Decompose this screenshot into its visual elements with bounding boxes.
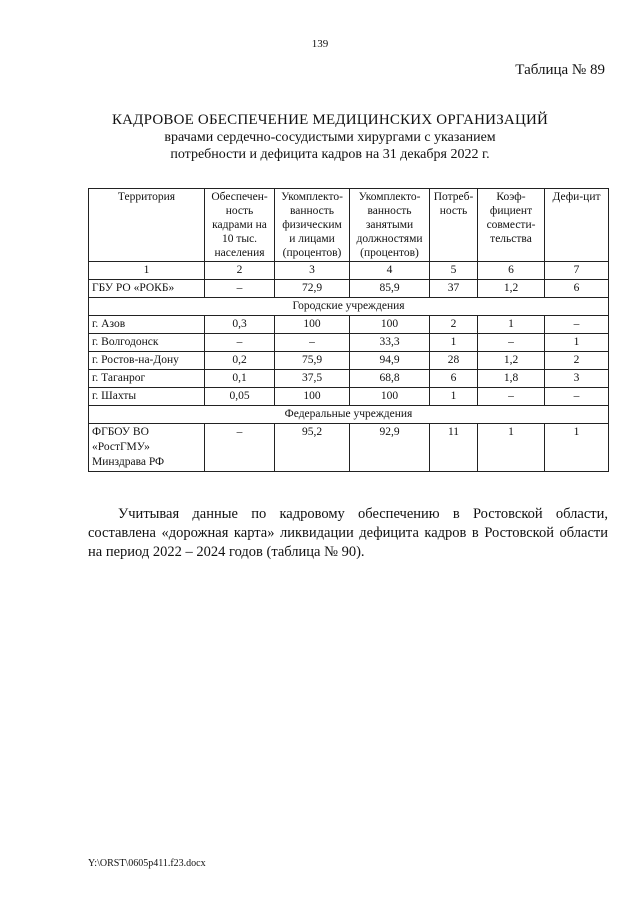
table-cell: 1,2	[478, 352, 545, 370]
table-cell: –	[205, 334, 275, 352]
table-cell: –	[275, 334, 350, 352]
table-cell: 1	[478, 316, 545, 334]
table-header-row	[89, 189, 609, 262]
table-cell: –	[478, 388, 545, 406]
column-number: 1	[89, 262, 205, 280]
table-label: Таблица № 89	[515, 62, 605, 78]
page-number: 139	[311, 38, 329, 50]
header-cell: Укомплекто-ванность занятыми должностями (процентов)	[350, 189, 430, 262]
column-number: 4	[350, 262, 430, 280]
table-cell: 68,8	[350, 370, 430, 388]
table-cell: –	[545, 316, 609, 334]
column-number: 5	[430, 262, 478, 280]
table-cell: –	[478, 334, 545, 352]
table-cell: 11	[430, 424, 478, 472]
table-cell: 28	[430, 352, 478, 370]
header-cell: Потреб-ность	[430, 189, 478, 262]
table-cell: 2	[430, 316, 478, 334]
table-cell: 85,9	[350, 280, 430, 298]
table-cell: 0,2	[205, 352, 275, 370]
table-cell: 0,05	[205, 388, 275, 406]
table-cell: 0,1	[205, 370, 275, 388]
table-cell: –	[545, 388, 609, 406]
heading-line-1: КАДРОВОЕ ОБЕСПЕЧЕНИЕ МЕДИЦИНСКИХ ОРГАНИЗАЦИЙ	[111, 112, 549, 128]
table-cell: 37	[430, 280, 478, 298]
table-row	[89, 352, 609, 370]
column-number: 3	[275, 262, 350, 280]
table-cell: –	[205, 424, 275, 472]
header-cell: Обеспечен-ность кадрами на 10 тыс. населения	[205, 189, 275, 262]
table-row	[89, 280, 609, 298]
header-cell: Укомплекто-ванность физическим и лицами (процентов)	[275, 189, 350, 262]
section-row	[89, 298, 609, 316]
table-row	[89, 388, 609, 406]
table-cell: 100	[275, 388, 350, 406]
table-cell: 1	[430, 388, 478, 406]
table-cell: 6	[430, 370, 478, 388]
file-path-footer: Y:\ORST\0605p411.f23.docx	[88, 858, 206, 869]
staffing-table	[88, 188, 609, 472]
table-cell: 75,9	[275, 352, 350, 370]
table-cell: 1,8	[478, 370, 545, 388]
table-cell: 1,2	[478, 280, 545, 298]
table-cell: –	[205, 280, 275, 298]
territory-cell: г. Волгодонск	[89, 334, 205, 352]
table-cell: 37,5	[275, 370, 350, 388]
table-row	[89, 424, 609, 472]
section-title-federal: Федеральные учреждения	[89, 406, 609, 424]
table-cell: 2	[545, 352, 609, 370]
table-cell: 1	[545, 334, 609, 352]
table-cell: 1	[478, 424, 545, 472]
table-cell: 1	[430, 334, 478, 352]
table-cell: 94,9	[350, 352, 430, 370]
table-cell: 0,3	[205, 316, 275, 334]
table-cell: 100	[350, 316, 430, 334]
table-cell: 6	[545, 280, 609, 298]
column-number-row	[89, 262, 609, 280]
table-cell: 1	[545, 424, 609, 472]
header-cell: Коэф-фициент совмести-тельства	[478, 189, 545, 262]
column-number: 6	[478, 262, 545, 280]
table-cell: 100	[275, 316, 350, 334]
table-cell: 72,9	[275, 280, 350, 298]
heading-line-3: потребности и дефицита кадров на 31 декабря 2022 г.	[170, 147, 490, 162]
territory-cell: ГБУ РО «РОКБ»	[89, 280, 205, 298]
body-paragraph: Учитывая данные по кадровому обеспечению в Ростовской области, составлена «дорожная карта» ликвидации дефицита кадров в Ростовской области на период 2022 – 2024 годов (таблица № 90).	[88, 506, 608, 560]
header-cell: Территория	[89, 189, 205, 262]
column-number: 7	[545, 262, 609, 280]
section-title-city: Городские учреждения	[89, 298, 609, 316]
section-row	[89, 406, 609, 424]
territory-cell: ФГБОУ ВО «РостГМУ» Минздрава РФ	[89, 424, 205, 472]
table-row	[89, 334, 609, 352]
territory-cell: г. Ростов-на-Дону	[89, 352, 205, 370]
table-cell: 3	[545, 370, 609, 388]
territory-cell: г. Таганрог	[89, 370, 205, 388]
header-cell: Дефи-цит	[545, 189, 609, 262]
document-heading	[60, 112, 600, 163]
table-row	[89, 370, 609, 388]
table-cell: 100	[350, 388, 430, 406]
column-number: 2	[205, 262, 275, 280]
table-cell: 92,9	[350, 424, 430, 472]
territory-cell: г. Шахты	[89, 388, 205, 406]
heading-line-2: врачами сердечно-сосудистыми хирургами с указанием	[164, 130, 496, 145]
table-row	[89, 316, 609, 334]
table-cell: 33,3	[350, 334, 430, 352]
table-cell: 95,2	[275, 424, 350, 472]
territory-cell: г. Азов	[89, 316, 205, 334]
